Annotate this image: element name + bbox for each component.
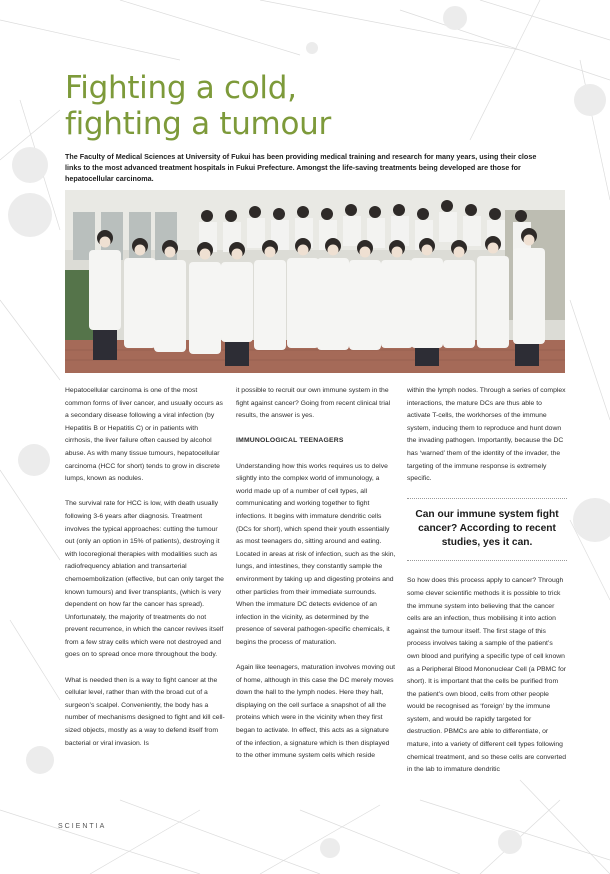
column-1 bbox=[65, 385, 225, 763]
paragraph: within the lymph nodes. Through a series of complex interactions, the mature DCs are thus able to activate T-cells, the workhorses of the immune system, inducing them to reproduce and hunt down the invading pathogen. Importantly, because the DC has ‘warned’ them of the identity of the invader, the targeting of the immune response is extremely specific. bbox=[407, 387, 566, 483]
paragraph: So how does this process apply to cancer? Through some clever scientific methods it is possible to trick the immune system into believing that the cancer cells are an infection, thus mobilising it into action against the tumour itself. The first stage of this process involves taking a sample of the patient’s own blood and purifying a specific type of cell known as a Peripheral Blood Mononuclear Cell (a PBMC for short). It is important that the cells be purified from the patient’s own blood, cells from other people would be recognised as ‘foreign’ by the immune system, and would be rapidly targeted for destruction. PBMCs are able to differentiate, or mature, into a variety of different cell types following chemical treatment, and so these cells are converted in the lab to immature dendritic bbox=[407, 577, 567, 774]
pull-quote: Can our immune system fight cancer? According to recent studies, yes it can. bbox=[407, 498, 567, 561]
paragraph: Again like teenagers, maturation involves moving out of home, although in this case the DC merely moves down the hall to the lymph nodes. Here they halt, displaying on the cell surface a snapshot of all the proteins which were in the vicinity when they first began to activate. In effect, this acts as a signature of the infection, a signature which is then displayed to the other immune system cells which reside bbox=[236, 664, 396, 760]
paragraph: Understanding how this works requires us to delve slightly into the complex world of immunology, a world made up of a number of cell types, all communicating and working together to fight infections. It begins with immature dendritic cells (DCs for short), which spend their youth essentially as most teenagers do, sitting around and eating. Located in areas at risk of infection, such as the skin, lungs, and intestines, they constantly sample the environment by taking up and digesting proteins and other particles from their immediate surrounds. When the immature DC detects evidence of an infection in the vicinity, as determined by the presence of several pathogen-specific chemicals, it begins the process of maturation. bbox=[236, 462, 396, 646]
title-line-1: Fighting a cold, bbox=[65, 70, 297, 106]
article-title bbox=[65, 70, 485, 142]
paragraph: The survival rate for HCC is low, with death usually following 3-6 years after diagnosis. Treatment involves the typical approaches: cutting the tumour out (only an option in 15% of patients), destroying it with locoregional therapies with modalities such as radiofrequency ablation and transarterial chemoembolization (effective, but can only target the known tumours) and liver transplants, (which is very dependent on how far the cancer has spread). Unfortunately, the majority of treatments do not prevent recurrence, in which the cancer revives itself from a few stray cells which were not destroyed and goes on to spread once more throughout the body. bbox=[65, 500, 224, 659]
article-intro: The Faculty of Medical Sciences at University of Fukui has been providing medical training and research for many years, using their close links to the most advanced treatment hospitals in Fukui Prefecture. Amongst the life-saving treatments being developed are those for hepatocellular carcinoma. bbox=[65, 152, 537, 183]
paragraph: Hepatocellular carcinoma is one of the most common forms of liver cancer, and usually occurs as a secondary disease following a viral infection (by Hepatitis B or Hepatitis C) or in patients with cirrhosis, the liver failure often caused by alcohol abuse. As with many tissue tumours, hepatocellular carcinoma (HCC for short) tends to grow in discrete lumps, known as nodules. bbox=[65, 387, 223, 483]
paragraph: What is needed then is a way to fight cancer at the cellular level, rather than with the broad cut of a surgeon’s scalpel. Conveniently, the body has a number of mechanisms designed to fight and kill cell-sized objects, mostly as a way to defend itself from bacterial or viral invasion. Is bbox=[65, 676, 225, 747]
section-subheading: IMMUNOLOGICAL TEENAGERS bbox=[236, 437, 344, 445]
group-photo-icon bbox=[65, 190, 565, 373]
group-photo bbox=[65, 190, 565, 373]
column-3 bbox=[407, 385, 567, 789]
column-2 bbox=[236, 385, 396, 775]
publication-footer: SCIENTIA bbox=[58, 823, 107, 830]
paragraph: it possible to recruit our own immune system in the fight against cancer? Going from recent clinical trial results, the answer is yes. bbox=[236, 387, 391, 420]
title-line-2: fighting a tumour bbox=[65, 106, 331, 142]
